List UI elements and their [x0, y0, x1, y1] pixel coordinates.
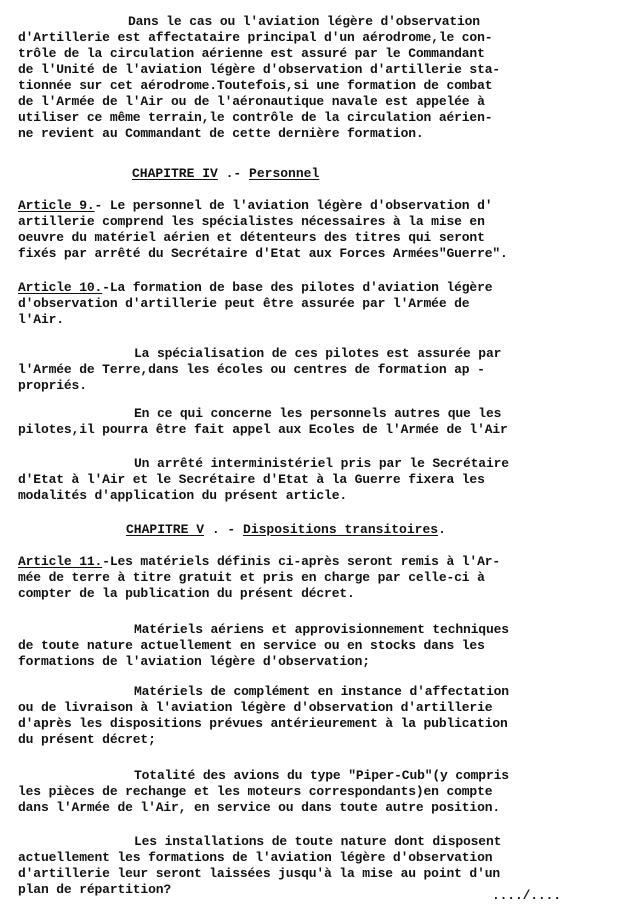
article-10-p2-line-3: propriés.	[18, 378, 87, 393]
intro-line-1: Dans le cas ou l'aviation légère d'observation	[128, 14, 480, 29]
chapter-5-heading	[126, 522, 446, 537]
article-10-p4-line-2: d'Etat à l'Air et le Secrétaire d'Etat à la Guerre fixera les	[18, 472, 485, 487]
article-10-p2-line-1: La spécialisation de ces pilotes est assurée par	[134, 346, 502, 361]
intro-line-5: tionnée sur cet aérodrome.Toutefois,si une formation de combat	[18, 78, 493, 93]
article-11-line-2: mée de terre à titre gratuit et pris en charge par celle-ci à	[18, 570, 485, 585]
article-10-first-text: -La formation de base des pilotes d'aviation légère	[102, 280, 493, 295]
article-11-p5-line-3: d'artillerie leur seront laissées jusqu'à la mise au point d'un	[18, 866, 501, 881]
intro-line-4: de l'Unité de l'aviation légère d'observation d'artillerie sta-	[18, 62, 501, 77]
article-11-p4-line-1: Totalité des avions du type "Piper-Cub"(y compris	[134, 768, 509, 783]
article-11-first-text: -Les matériels définis ci-après seront remis à l'Ar-	[102, 554, 501, 569]
article-10-p2-line-2: l'Armée de Terre,dans les écoles ou centres de formation ap -	[18, 362, 485, 377]
article-11-p5-line-2: actuellement les formations de l'aviation légère d'observation	[18, 850, 493, 865]
intro-line-3: trôle de la circulation aérienne est assuré par le Commandant	[18, 46, 485, 61]
article-9-line-4: fixés par arrêté du Secrétaire d'Etat aux Forces Armées"Guerre".	[18, 246, 508, 261]
article-10-line-3: l'Air.	[18, 312, 64, 327]
article-10-line-1	[18, 280, 492, 295]
article-9-line-1	[18, 198, 492, 213]
article-11-p2-line-2: de toute nature actuellement en service ou en stocks dans les	[18, 638, 485, 653]
intro-line-7: utiliser ce même terrain,le contrôle de la circulation aérien-	[18, 110, 493, 125]
article-11-p3-line-1: Matériels de complément en instance d'affectation	[134, 684, 509, 699]
chapter-4-heading	[132, 166, 319, 181]
intro-line-8: ne revient au Commandant de cette dernière formation.	[18, 126, 424, 141]
article-11-p2-line-1: Matériels aériens et approvisionnement techniques	[134, 622, 509, 637]
article-11-p3-line-3: d'après les dispositions prévues antérieurement à la publication	[18, 716, 508, 731]
intro-line-6: de l'Armée de l'Air ou de l'aéronautique navale est appelée à	[18, 94, 485, 109]
chapter-4-separator: .-	[217, 166, 250, 181]
article-10-label: Article 10.	[18, 280, 103, 295]
article-11-p4-line-3: dans l'Armée de l'Air, en service ou dans toute autre position.	[18, 800, 501, 815]
article-9-line-2: artillerie comprend les spécialistes nécessaires à la mise en	[18, 214, 485, 229]
article-9-line-3: oeuvre du matériel aérien et détenteurs des titres qui seront	[18, 230, 485, 245]
article-11-label: Article 11.	[18, 554, 103, 569]
article-11-line-1	[18, 554, 500, 569]
article-11-p3-line-4: du présent décret;	[18, 732, 156, 747]
article-10-p3-line-2: pilotes,il pourra être fait appel aux Ecoles de l'Armée de l'Air	[18, 422, 508, 437]
article-11-p5-line-4: plan de répartition?	[18, 882, 172, 897]
chapter-5-end: .	[438, 522, 446, 537]
article-9-label: Article 9.	[18, 198, 95, 213]
chapter-5-subtitle: Dispositions transitoires	[243, 522, 439, 537]
article-10-line-2: d'observation d'artillerie peut être assurée par l'Armée de	[18, 296, 470, 311]
article-11-p2-line-3: formations de l'aviation légère d'observation;	[18, 654, 370, 669]
article-10-p4-line-3: modalités d'application du présent article.	[18, 488, 348, 503]
chapter-5-separator: . -	[204, 522, 244, 537]
article-11-p5-line-1: Les installations de toute nature dont disposent	[134, 834, 502, 849]
intro-line-2: d'Artillerie est affectataire principal d'un aérodrome,le con-	[18, 30, 493, 45]
chapter-5-title: CHAPITRE V	[126, 522, 205, 537]
article-10-p4-line-1: Un arrêté interministériel pris par le Secrétaire	[134, 456, 509, 471]
article-11-p4-line-2: les pièces de rechange et les moteurs correspondants)en compte	[18, 784, 493, 799]
chapter-4-subtitle: Personnel	[249, 166, 320, 181]
article-9-first-text: - Le personnel de l'aviation légère d'observation d'	[94, 198, 493, 213]
article-11-p3-line-2: ou de livraison à l'aviation légère d'observation d'artillerie	[18, 700, 493, 715]
article-11-line-3: compter de la publication du présent décret.	[18, 586, 355, 601]
continuation-marker: ..../....	[492, 888, 561, 903]
article-10-p3-line-1: En ce qui concerne les personnels autres que les	[134, 406, 502, 421]
chapter-4-title: CHAPITRE IV	[132, 166, 218, 181]
